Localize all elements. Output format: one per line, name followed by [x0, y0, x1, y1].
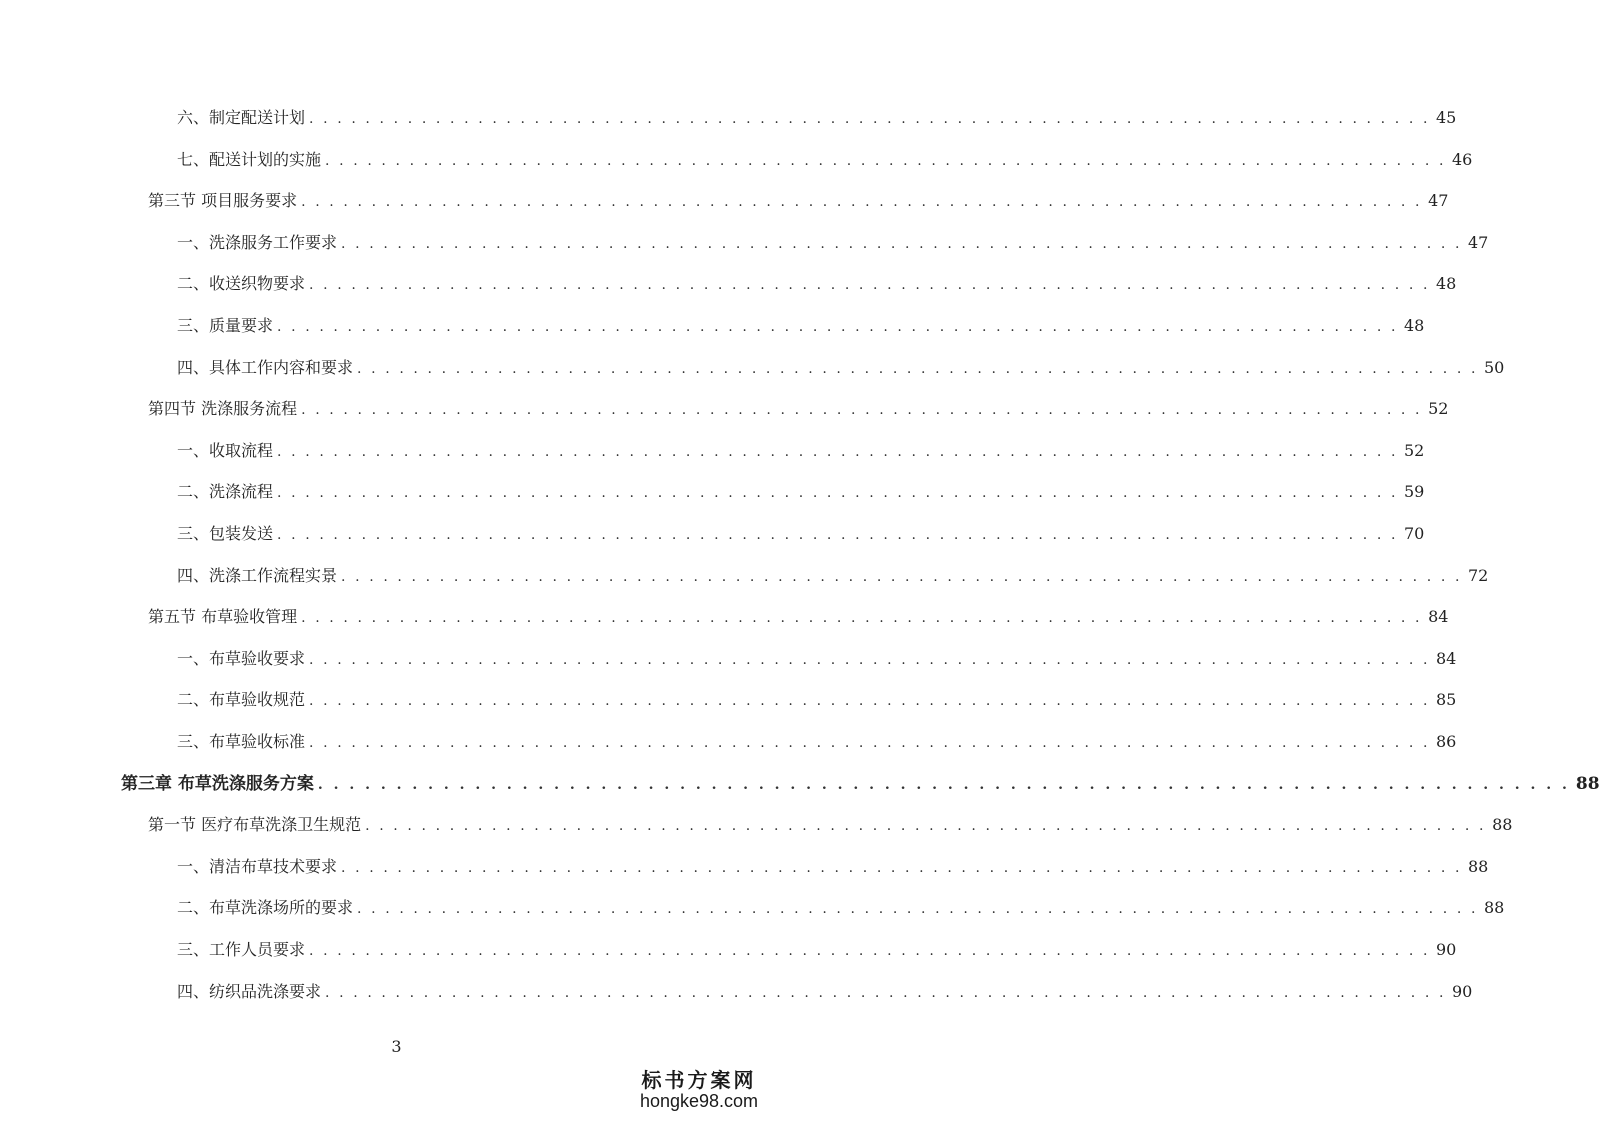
toc-entry — [177, 312, 1425, 336]
toc-entry-title: 二、洗涤流程 — [177, 482, 274, 501]
toc-entry-title: 三、包装发送 — [177, 524, 274, 543]
toc-dot-leader: . . . . . . . . . . . . . . . . . . . . . . . . . . . . . . . . . . . . . . . . . . . . . . . . . . . . . . . . . . . . . . . . . . . . . . . . . . . . . . . . — [341, 860, 1462, 876]
toc-entry — [148, 187, 1449, 211]
toc-entry-title: 二、布草洗涤场所的要求 — [177, 898, 354, 917]
toc-dot-leader: . . . . . . . . . . . . . . . . . . . . . . . . . . . . . . . . . . . . . . . . . . . . . . . . . . . . . . . . . . . . . . . . . . . . . . . . . . . . . . . . — [309, 943, 1430, 959]
toc-entry-page: 88 — [1575, 774, 1600, 794]
toc-entry-page: 88 — [1484, 898, 1505, 917]
toc-entry — [177, 104, 1457, 128]
watermark-url: hongke98.com — [639, 1091, 759, 1111]
toc-entry — [177, 894, 1505, 918]
toc-entry-title: 六、制定配送计划 — [177, 108, 306, 127]
toc-entry — [148, 811, 1513, 835]
toc-dot-leader: . . . . . . . . . . . . . . . . . . . . . . . . . . . . . . . . . . . . . . . . . . . . . . . . . . . . . . . . . . . . . . . . . . . . . . . . . . . . . . . . — [301, 194, 1423, 210]
toc-entry-title: 三、质量要求 — [177, 316, 274, 335]
toc-entry-page: 48 — [1404, 316, 1425, 335]
toc-entry-title: 三、工作人员要求 — [177, 940, 306, 959]
toc-dot-leader: . . . . . . . . . . . . . . . . . . . . . . . . . . . . . . . . . . . . . . . . . . . . . . . . . . . . . . . . . . . . . . . . . . . . . . . . . . . . . . . . — [365, 818, 1487, 834]
toc-entry-title: 一、洗涤服务工作要求 — [177, 233, 338, 252]
toc-entry — [177, 437, 1425, 461]
toc-dot-leader: . . . . . . . . . . . . . . . . . . . . . . . . . . . . . . . . . . . . . . . . . . . . . . . . . . . . . . . . . . . . . . . . . . . . . . . . . . . . . . . . — [309, 735, 1430, 751]
toc-entry-page: 46 — [1452, 150, 1473, 169]
toc-entry — [177, 354, 1505, 378]
toc-entry — [177, 936, 1457, 960]
toc-entry-title: 第四节 洗涤服务流程 — [148, 399, 298, 418]
toc-entry — [177, 686, 1457, 710]
toc-entry — [177, 520, 1425, 544]
toc-entry — [177, 645, 1457, 669]
toc-dot-leader: . . . . . . . . . . . . . . . . . . . . . . . . . . . . . . . . . . . . . . . . . . . . . . . . . . . . . . . . . . . . . . . . . . . . . . . . . . . . . . . . — [341, 569, 1462, 585]
toc-entry-page: 88 — [1468, 857, 1489, 876]
toc-entry-page: 85 — [1436, 690, 1457, 709]
toc-entry-title: 四、纺织品洗涤要求 — [177, 982, 322, 1001]
toc-entry-page: 47 — [1468, 233, 1489, 252]
toc-entry-title: 一、清洁布草技术要求 — [177, 857, 338, 876]
watermark-site-name: 标书方案网 — [641, 1068, 757, 1092]
toc-dot-leader: . . . . . . . . . . . . . . . . . . . . . . . . . . . . . . . . . . . . . . . . . . . . . . . . . . . . . . . . . . . . . . . . . . . . . . . . . . . . . . . . — [301, 402, 1423, 418]
toc-entry — [148, 603, 1449, 627]
toc-entry-title: 七、配送计划的实施 — [177, 150, 322, 169]
toc-entry-page: 84 — [1436, 649, 1457, 668]
toc-entry — [121, 770, 1600, 794]
toc-dot-leader: . . . . . . . . . . . . . . . . . . . . . . . . . . . . . . . . . . . . . . . . . . . . . . . . . . . . . . . . . . . . . . . . . . . . . . . . . . . . . . . . — [277, 485, 1398, 501]
toc-dot-leader: . . . . . . . . . . . . . . . . . . . . . . . . . . . . . . . . . . . . . . . . . . . . . . . . . . . . . . . . . . . . . . . . . . . . . . . . . . . . . . . . — [317, 777, 1570, 793]
toc-entry-page: 45 — [1436, 108, 1457, 127]
toc-entry-title: 第三章 布草洗涤服务方案 — [121, 774, 314, 794]
toc-dot-leader: . . . . . . . . . . . . . . . . . . . . . . . . . . . . . . . . . . . . . . . . . . . . . . . . . . . . . . . . . . . . . . . . . . . . . . . . . . . . . . . . — [277, 444, 1398, 460]
toc-entry — [177, 478, 1425, 502]
watermark — [619, 1064, 779, 1112]
toc-entry-title: 一、收取流程 — [177, 441, 274, 460]
toc-entry-page: 52 — [1404, 441, 1425, 460]
toc-dot-leader: . . . . . . . . . . . . . . . . . . . . . . . . . . . . . . . . . . . . . . . . . . . . . . . . . . . . . . . . . . . . . . . . . . . . . . . . . . . . . . . . — [357, 361, 1478, 377]
toc-dot-leader: . . . . . . . . . . . . . . . . . . . . . . . . . . . . . . . . . . . . . . . . . . . . . . . . . . . . . . . . . . . . . . . . . . . . . . . . . . . . . . . . — [277, 527, 1398, 543]
toc-entry-title: 二、收送织物要求 — [177, 274, 306, 293]
toc-entry-page: 50 — [1484, 358, 1505, 377]
toc-entry-page: 84 — [1428, 607, 1449, 626]
toc-dot-leader: . . . . . . . . . . . . . . . . . . . . . . . . . . . . . . . . . . . . . . . . . . . . . . . . . . . . . . . . . . . . . . . . . . . . . . . . . . . . . . . . — [341, 236, 1462, 252]
toc-entry-page: 90 — [1436, 940, 1457, 959]
toc-entry-page: 72 — [1468, 566, 1489, 585]
toc-entry — [177, 270, 1457, 294]
toc-entry-page: 70 — [1404, 524, 1425, 543]
toc-dot-leader: . . . . . . . . . . . . . . . . . . . . . . . . . . . . . . . . . . . . . . . . . . . . . . . . . . . . . . . . . . . . . . . . . . . . . . . . . . . . . . . . — [357, 901, 1478, 917]
toc-dot-leader: . . . . . . . . . . . . . . . . . . . . . . . . . . . . . . . . . . . . . . . . . . . . . . . . . . . . . . . . . . . . . . . . . . . . . . . . . . . . . . . . — [325, 985, 1446, 1001]
toc-entry-title: 四、具体工作内容和要求 — [177, 358, 354, 377]
toc-dot-leader: . . . . . . . . . . . . . . . . . . . . . . . . . . . . . . . . . . . . . . . . . . . . . . . . . . . . . . . . . . . . . . . . . . . . . . . . . . . . . . . . — [277, 319, 1398, 335]
toc-dot-leader: . . . . . . . . . . . . . . . . . . . . . . . . . . . . . . . . . . . . . . . . . . . . . . . . . . . . . . . . . . . . . . . . . . . . . . . . . . . . . . . . — [309, 111, 1430, 127]
toc-entry — [177, 229, 1489, 253]
page-number: 3 — [391, 1037, 402, 1056]
toc-entry-page: 59 — [1404, 482, 1425, 501]
toc-entry — [177, 853, 1489, 877]
toc-entry-title: 第五节 布草验收管理 — [148, 607, 298, 626]
toc-entry-page: 90 — [1452, 982, 1473, 1001]
toc-entry — [148, 395, 1449, 419]
toc-entry-page: 52 — [1428, 399, 1449, 418]
toc-dot-leader: . . . . . . . . . . . . . . . . . . . . . . . . . . . . . . . . . . . . . . . . . . . . . . . . . . . . . . . . . . . . . . . . . . . . . . . . . . . . . . . . — [301, 610, 1423, 626]
toc-entry-title: 第三节 项目服务要求 — [148, 191, 298, 210]
toc-dot-leader: . . . . . . . . . . . . . . . . . . . . . . . . . . . . . . . . . . . . . . . . . . . . . . . . . . . . . . . . . . . . . . . . . . . . . . . . . . . . . . . . — [309, 277, 1430, 293]
toc-entry-title: 一、布草验收要求 — [177, 649, 306, 668]
toc-entry-title: 三、布草验收标准 — [177, 732, 306, 751]
toc-entry — [177, 728, 1457, 752]
toc-entry-page: 47 — [1428, 191, 1449, 210]
toc-entry — [177, 146, 1473, 170]
toc-entry-title: 二、布草验收规范 — [177, 690, 306, 709]
toc-entry-page: 86 — [1436, 732, 1457, 751]
toc-entry — [177, 562, 1489, 586]
toc-entry-page: 48 — [1436, 274, 1457, 293]
toc-entry — [177, 978, 1473, 1002]
toc-entry-title: 四、洗涤工作流程实景 — [177, 566, 338, 585]
toc-dot-leader: . . . . . . . . . . . . . . . . . . . . . . . . . . . . . . . . . . . . . . . . . . . . . . . . . . . . . . . . . . . . . . . . . . . . . . . . . . . . . . . . — [309, 693, 1430, 709]
toc-dot-leader: . . . . . . . . . . . . . . . . . . . . . . . . . . . . . . . . . . . . . . . . . . . . . . . . . . . . . . . . . . . . . . . . . . . . . . . . . . . . . . . . — [309, 652, 1430, 668]
toc-dot-leader: . . . . . . . . . . . . . . . . . . . . . . . . . . . . . . . . . . . . . . . . . . . . . . . . . . . . . . . . . . . . . . . . . . . . . . . . . . . . . . . . — [325, 153, 1446, 169]
toc-entry-page: 88 — [1492, 815, 1513, 834]
toc-entry-title: 第一节 医疗布草洗涤卫生规范 — [148, 815, 362, 834]
